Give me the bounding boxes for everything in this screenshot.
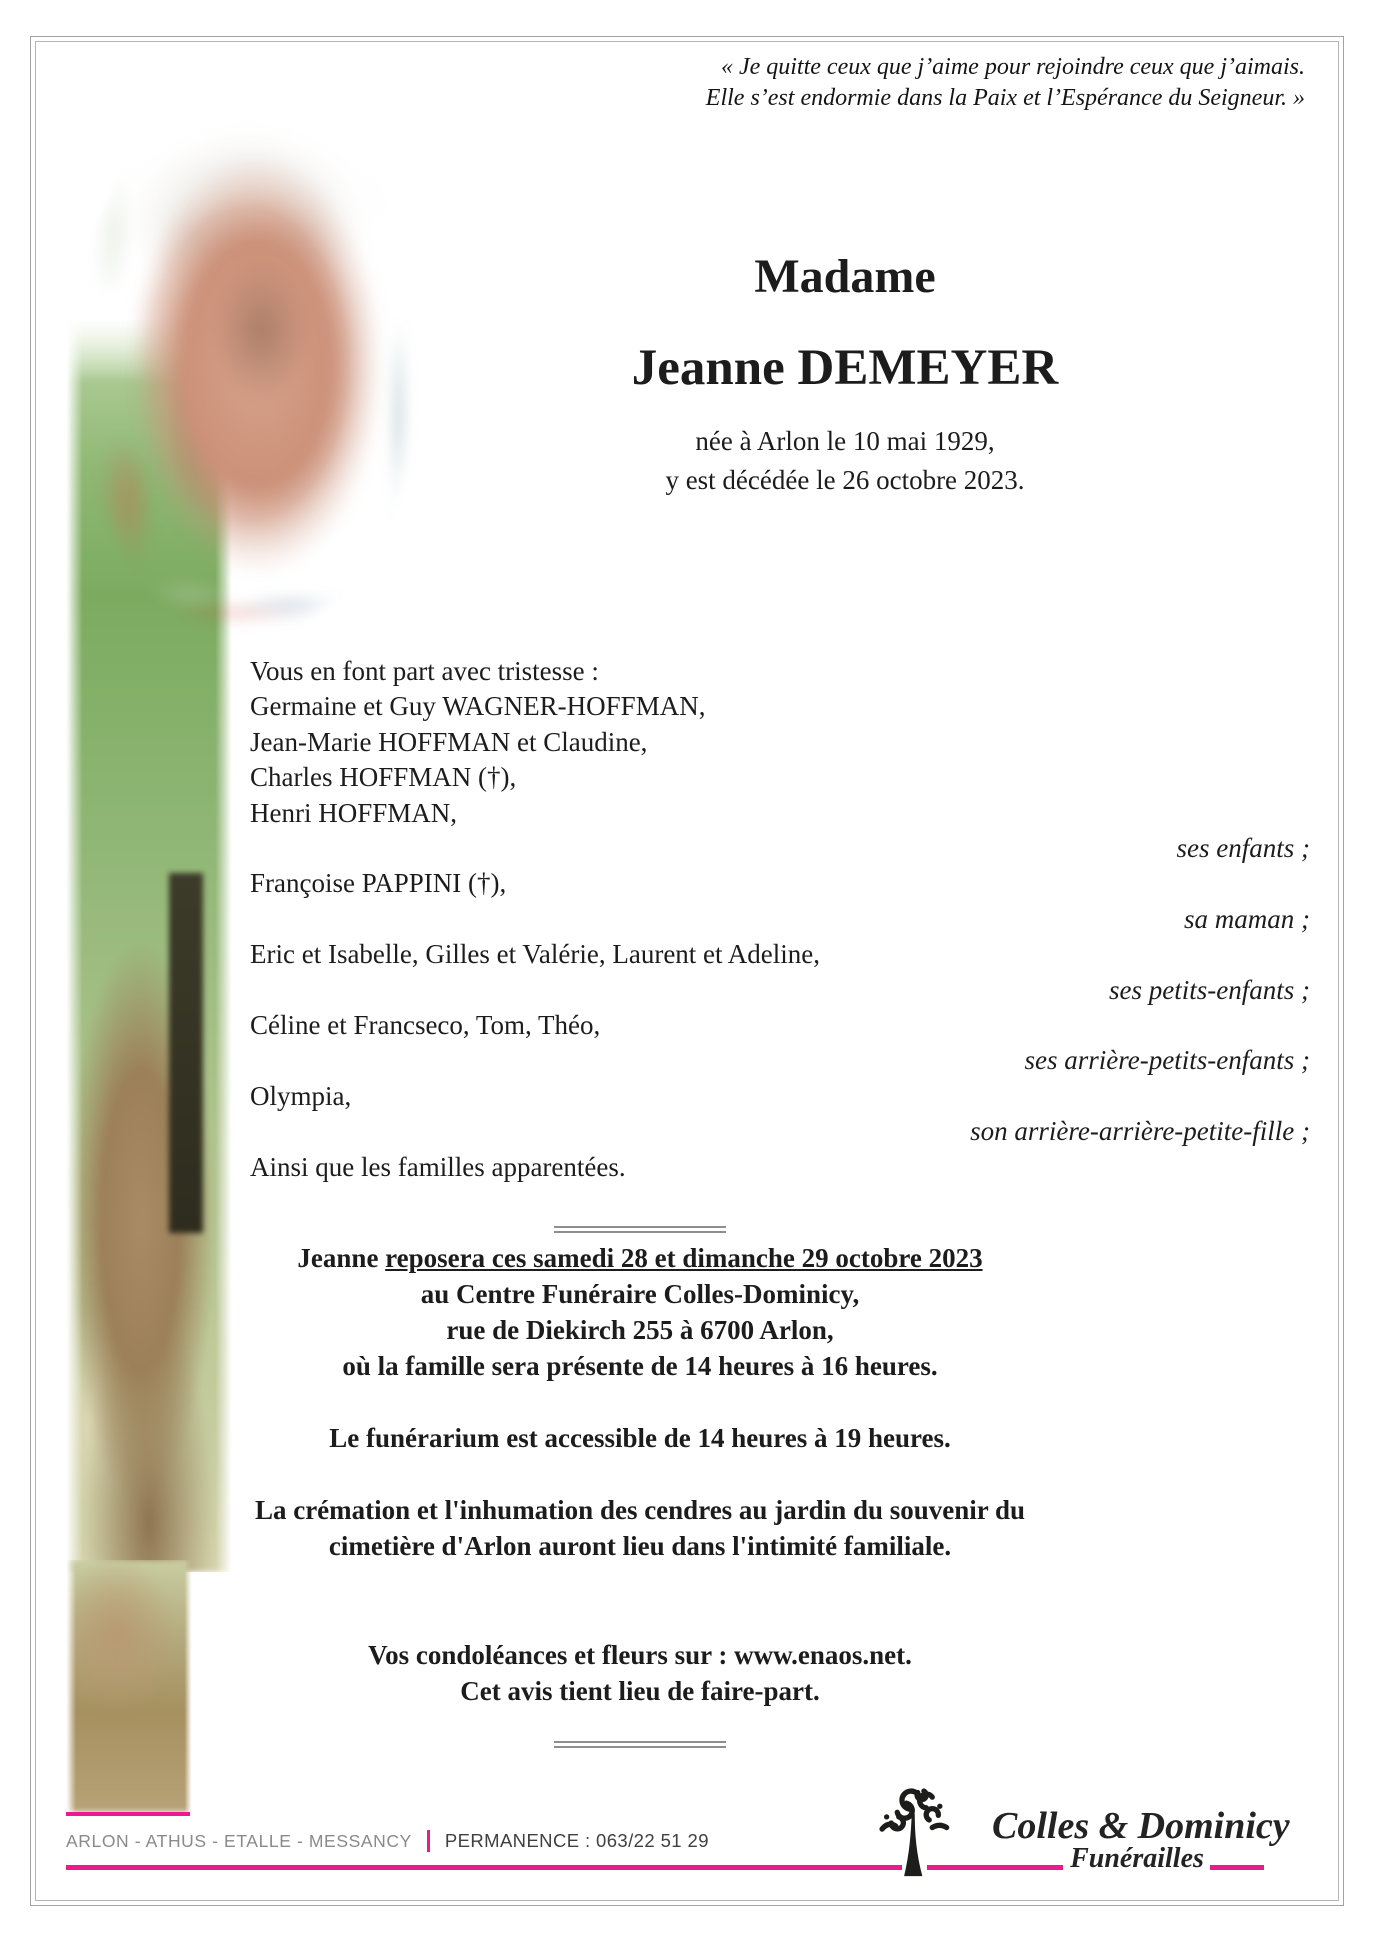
cremation-line: La crémation et l'inhumation des cendres au jardin du souvenir du cimetière d'Arlon auront lieu dans l'intimité familiale. [254,1495,1026,1561]
relation-label: ses enfants ; [1176,833,1310,864]
family-line: Françoise PAPPINI (†), [250,868,507,899]
family-closing: Ainsi que les familles apparentées. [250,1151,626,1182]
tree-logo-icon [876,1786,952,1882]
opening-quote [706,52,1305,114]
footer-locations: ARLON - ATHUS - ETALLE - MESSANCY [66,1830,412,1851]
venue-line: au Centre Funéraire Colles-Dominicy, [420,1279,860,1309]
family-line: Henri HOFFMAN, [250,797,458,828]
footer-pink-line-left [66,1865,902,1870]
address-line: rue de Diekirch 255 à 6700 Arlon, [446,1315,834,1345]
family-line: Olympia, [250,1080,352,1111]
repose-prefix: Jeanne [297,1243,386,1273]
quote-line-2: Elle s’est endormie dans la Paix et l’Espérance du Seigneur. » [705,85,1305,111]
footer-info [66,1830,709,1852]
brand-subtitle: Funérailles [1070,1843,1204,1874]
quote-line-1: « Je quitte ceux que j’aime pour rejoindre ceux que j’aimais. [720,54,1305,80]
repose-dates: reposera ces samedi 28 et dimanche 29 octobre 2023 [385,1243,983,1273]
footer-separator-bar [427,1830,430,1852]
condolences-line: Vos condoléances et fleurs sur : www.enaos.net. [368,1640,912,1670]
portrait-photo [72,92,422,637]
repose-line [240,1240,1040,1276]
photo-pink-underline [66,1812,190,1816]
family-line: Germaine et Guy WAGNER-HOFFMAN, [250,691,706,722]
relation-label: son arrière-arrière-petite-fille ; [970,1116,1310,1147]
deceased-name: Jeanne DEMEYER [631,340,1059,396]
footer-pink-line-right [1210,1865,1264,1870]
relation-label: sa maman ; [1184,903,1310,934]
section-divider [554,1226,726,1233]
relation-label: ses arrière-petits-enfants ; [1024,1045,1310,1076]
family-list [250,654,1310,1185]
footer-permanence: PERMANENCE : 063/22 51 29 [444,1830,709,1851]
family-line: Eric et Isabelle, Gilles et Valérie, Laurent et Adeline, [250,939,821,970]
notice-line: Cet avis tient lieu de faire-part. [460,1676,820,1706]
relation-label: ses petits-enfants ; [1109,974,1310,1005]
funerarium-line: Le funérarium est accessible de 14 heures à 19 heures. [329,1423,951,1453]
family-line: Céline et Francseco, Tom, Théo, [250,1010,601,1041]
death-line: y est décédée le 26 octobre 2023. [665,465,1025,495]
presence-line: où la famille sera présente de 14 heures à 16 heures. [342,1351,938,1381]
section-divider [554,1741,726,1748]
birth-line: née à Arlon le 10 mai 1929, [695,426,995,456]
headline-block [430,248,1260,497]
family-line: Jean-Marie HOFFMAN et Claudine, [250,726,648,757]
forest-path-photo-bottom [66,1560,192,1812]
family-intro: Vous en font part avec tristesse : [250,656,599,686]
family-line: Charles HOFFMAN (†), [250,762,517,793]
brand-name: Colles & Dominicy [992,1805,1290,1847]
deceased-title: Madame [754,250,936,303]
